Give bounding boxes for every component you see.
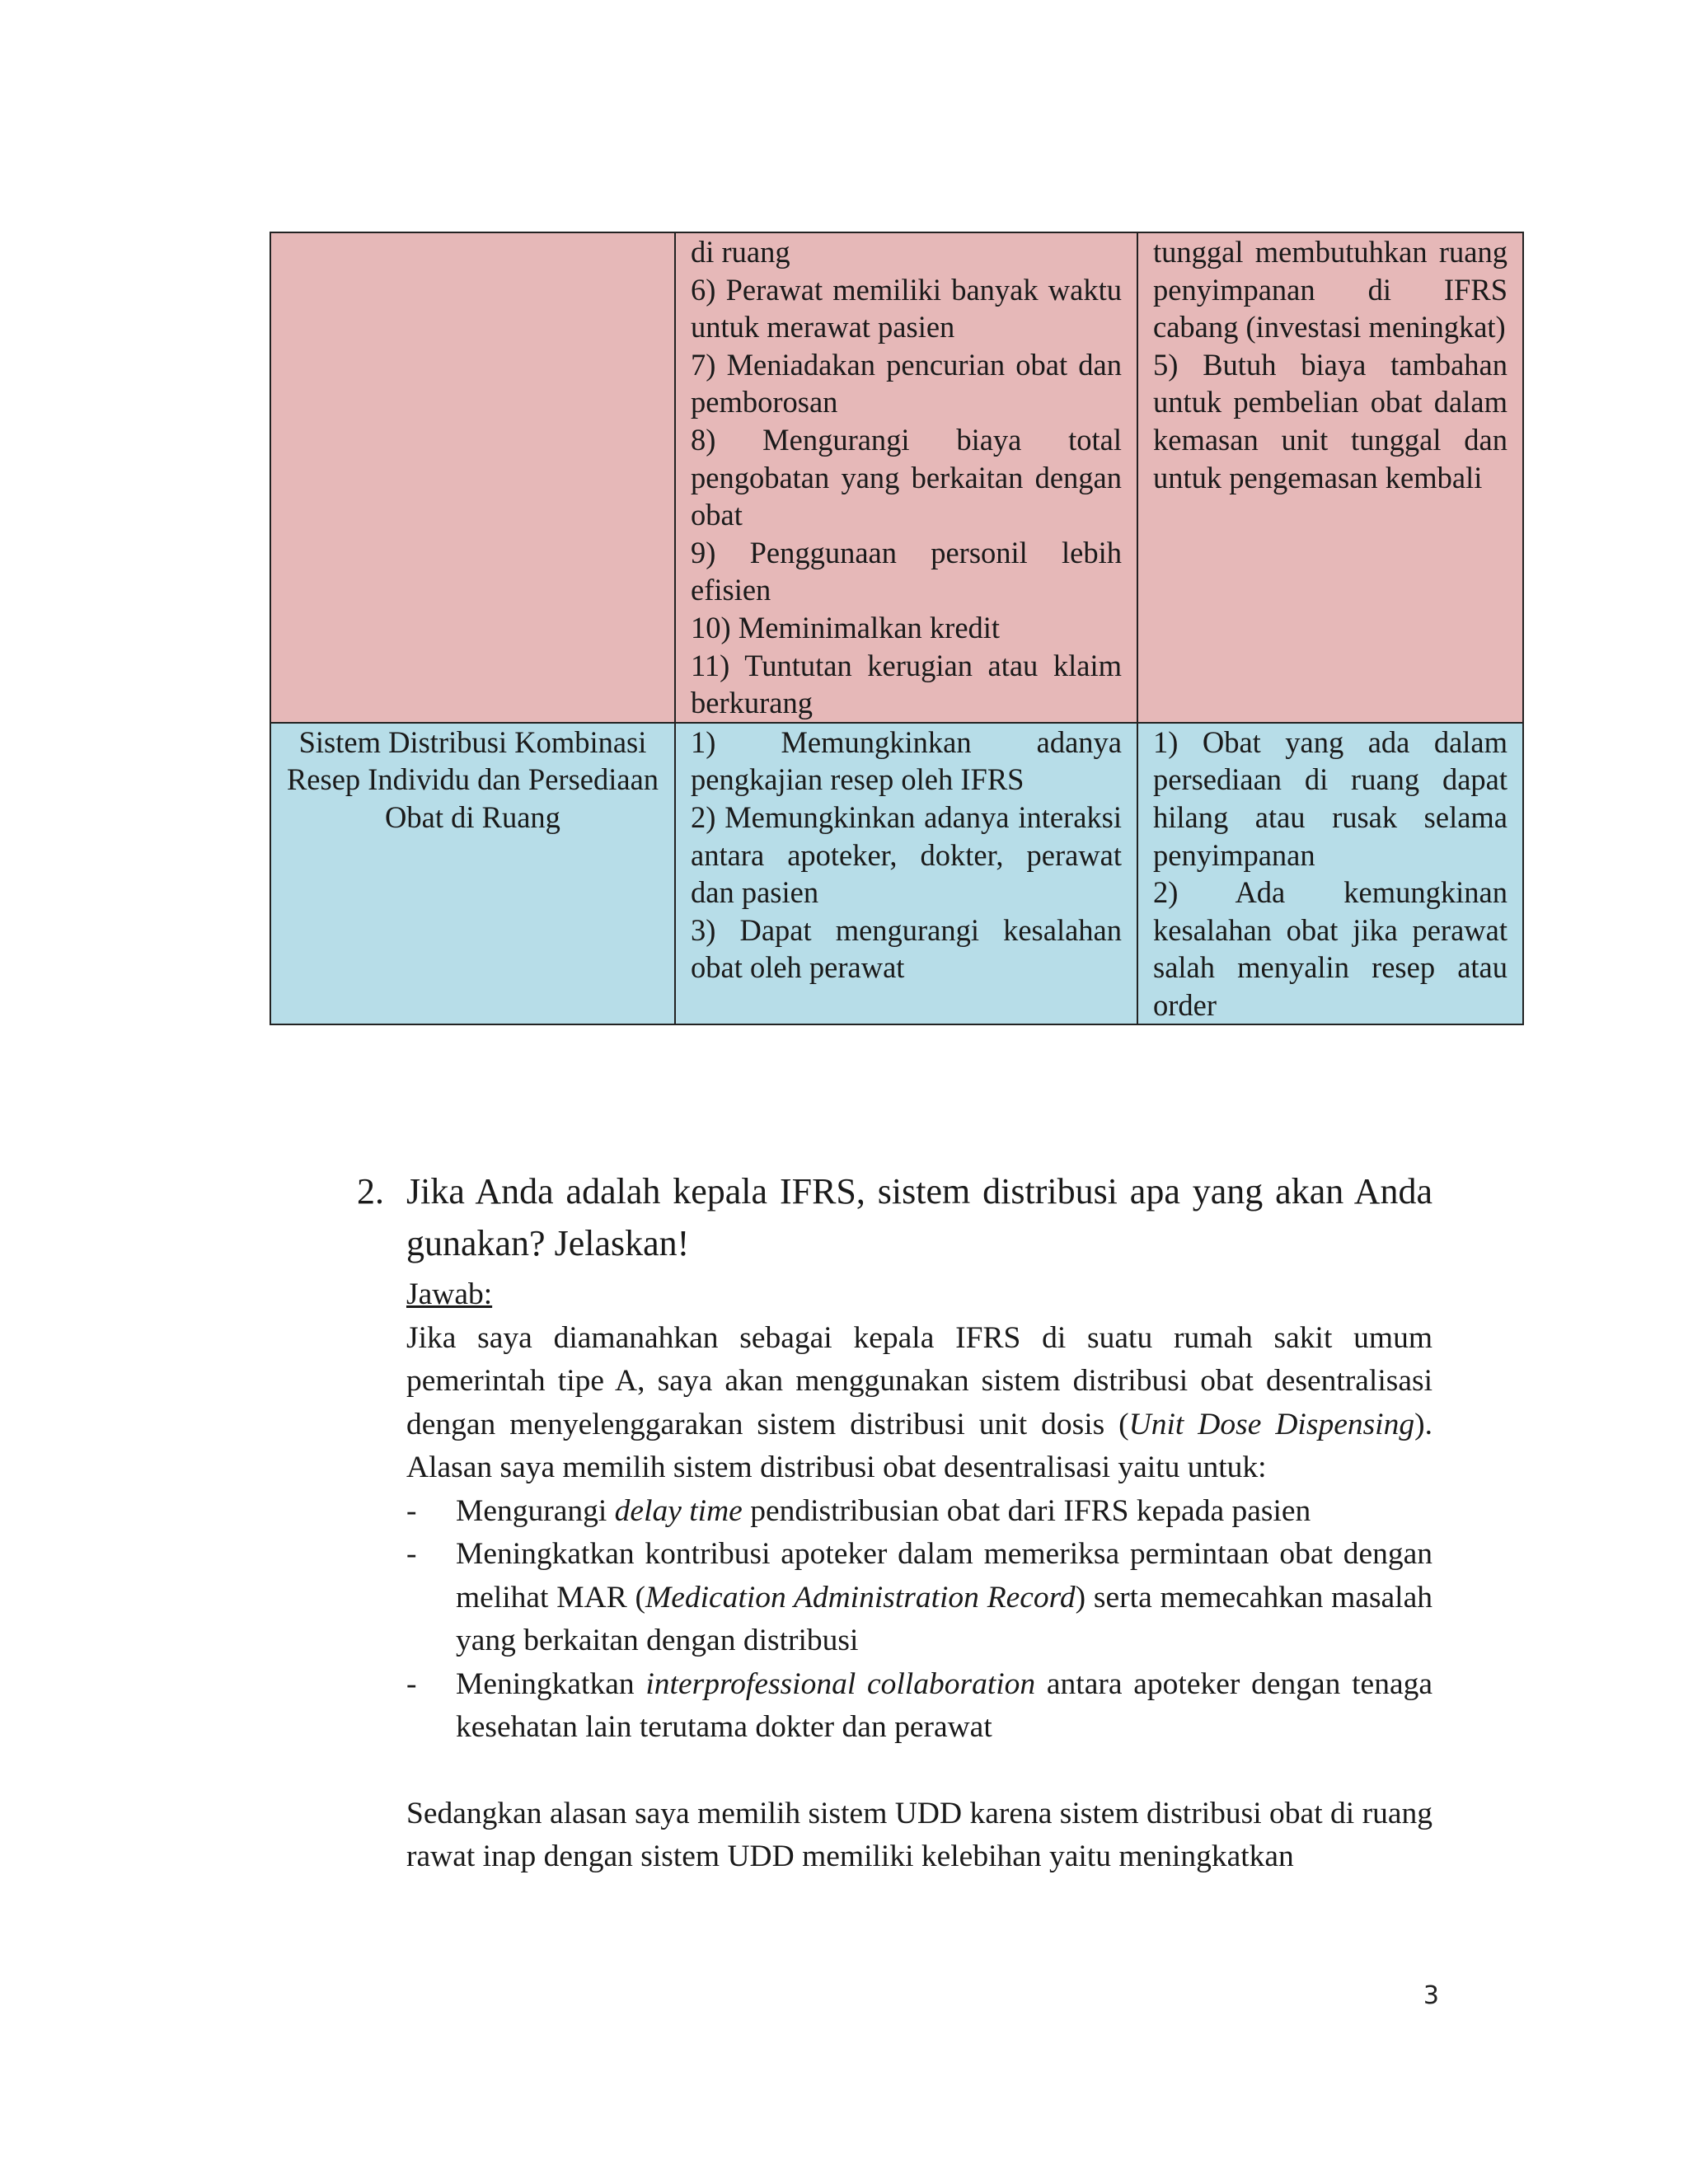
disadvantages-cell	[1137, 232, 1523, 723]
advantage-item: 7) Meniadakan pencurian obat dan pemborosan	[691, 347, 1122, 419]
table-row-combination	[270, 723, 1523, 1025]
advantage-item: 6) Perawat memiliki banyak waktu untuk merawat pasien	[691, 272, 1122, 344]
system-name-cell	[270, 232, 675, 723]
advantage-item: 2) Memungkinkan adanya interaksi antara apoteker, dokter, perawat dan pasien	[691, 799, 1122, 910]
disadvantages-cell	[1137, 723, 1523, 1025]
advantage-item: 9) Penggunaan personil lebih efisien	[691, 535, 1122, 607]
page-number: 3	[1423, 1981, 1439, 2010]
advantage-item: 3) Dapat mengurangi kesalahan obat oleh perawat	[691, 912, 1122, 985]
advantage-item: 8) Mengurangi biaya total pengobatan yang berkaitan dengan obat	[691, 422, 1122, 532]
reason-list	[406, 1490, 1432, 1750]
list-item: - Meningkatkan interprofessional collaboration antara apoteker dengan tenaga kesehatan lain terutama dokter dan perawat	[406, 1666, 1432, 1744]
disadvantage-item: 2) Ada kemungkinan kesalahan obat jika perawat salah menyalin resep atau order	[1153, 875, 1507, 1022]
advantage-item: 10) Meminimalkan kredit	[691, 610, 1001, 644]
question-2	[357, 1165, 1432, 1269]
table-row-continued	[270, 232, 1523, 723]
disadvantage-item: 5) Butuh biaya tambahan untuk pembelian obat dalam kemasan unit tunggal dan untuk pengemasan kembali	[1153, 347, 1507, 494]
advantage-item: di ruang	[691, 235, 790, 269]
advantages-cell	[675, 723, 1137, 1025]
distribution-system-table	[270, 232, 1524, 1025]
answer-paragraph-2: Sedangkan alasan saya memilih sistem UDD karena sistem distribusi obat di ruang rawat inap dengan sistem UDD memiliki kelebihan yaitu meningkatkan	[406, 1796, 1432, 1873]
advantages-cell	[675, 232, 1137, 723]
advantage-item: 1) Memungkinkan adanya pengkajian resep oleh IFRS	[691, 724, 1122, 797]
disadvantage-item: 1) Obat yang ada dalam persediaan di ruang dapat hilang atau rusak selama penyimpanan	[1153, 724, 1507, 872]
answer-label: Jawab:	[406, 1277, 493, 1311]
question-number: 2.	[357, 1171, 384, 1212]
list-item: - Meningkatkan kontribusi apoteker dalam memeriksa permintaan obat dengan melihat MAR (Medication Administration Record) serta memecahkan masalah yang berkaitan dengan distribusi	[406, 1537, 1433, 1657]
system-name-cell: Sistem Distribusi Kombinasi Resep Individu dan Persediaan Obat di Ruang	[270, 723, 675, 1025]
disadvantage-item: tunggal membutuhkan ruang penyimpanan di IFRS cabang (investasi meningkat)	[1153, 235, 1507, 344]
answer-block	[406, 1273, 1432, 1879]
list-item: - Mengurangi delay time pendistribusian obat dari IFRS kepada pasien	[406, 1493, 1311, 1528]
advantage-item: 11) Tuntutan kerugian atau klaim berkurang	[691, 648, 1122, 720]
question-text: Jika Anda adalah kepala IFRS, sistem distribusi apa yang akan Anda gunakan? Jelaskan!	[406, 1171, 1432, 1263]
answer-paragraph-1: Jika saya diamanahkan sebagai kepala IFRS di suatu rumah sakit umum pemerintah tipe A, saya akan menggunakan sistem distribusi obat desentralisasi dengan menyelenggarakan sistem distribusi unit dosis (Unit Dose Dispensing). Alasan saya memilih sistem distribusi obat desentralisasi yaitu untuk:	[406, 1320, 1432, 1484]
